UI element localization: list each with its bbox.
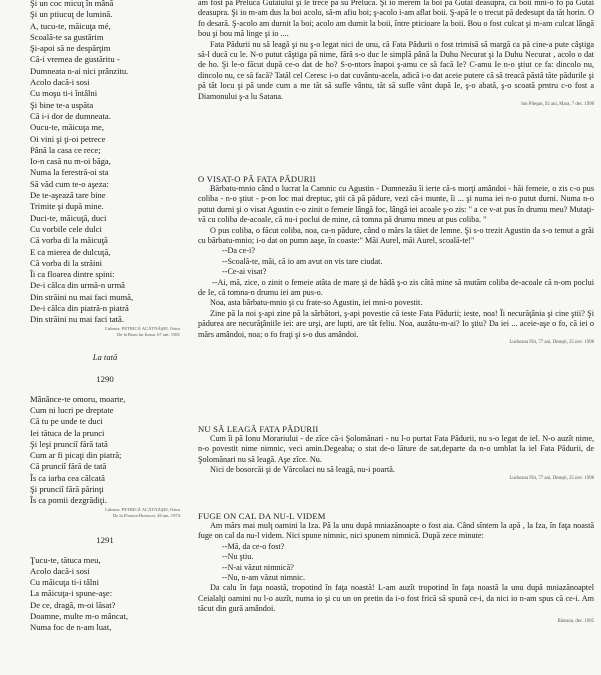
paragraph: Nici de bosorcăi şi de Vărcolaci nu să leagă, nu-i poartă. bbox=[210, 465, 395, 475]
poem-line: Până la casa ce rece; bbox=[30, 144, 101, 155]
poem-line: Cu moşu ti-i întâlni bbox=[30, 88, 98, 99]
poem-line: Oucu-te, măicuţa me, bbox=[30, 122, 104, 133]
poem-line: Numa foc de n-am luat, bbox=[30, 622, 112, 633]
story-fata-padurii-continued bbox=[198, 0, 594, 107]
poem-line: Cum ar fi picaţi din piatră; bbox=[30, 450, 122, 461]
poem-line: Mânânce-te omoru, moarte, bbox=[30, 393, 126, 404]
poem-line: Şi bine te-a uspăta bbox=[30, 99, 94, 110]
poem-line: Duci-te, măicuţă, duci bbox=[30, 212, 107, 223]
poem-line: Că-i vremea de gustăritu - bbox=[30, 54, 120, 65]
poem-line: De ce, dragă, m-oi lăsat? bbox=[30, 599, 116, 610]
poem-line: Că vorba di la măicuţă bbox=[30, 235, 108, 246]
poem-line: De te-aşează tare bine bbox=[30, 190, 106, 201]
poem-line: La măicuţa-i spune-aşe: bbox=[30, 588, 113, 599]
paragraph: Da calu în faţa noastă, tropotind în faţa noastă! L-am auzît tropotind în faţa noastă la unu după mniazănoaptel Ceialalţi oamini nu l-o auzît, numa io şi cu un on pretin da i-o fost frică să spună ce-i, da nici io n-am spus că ce-i. Am tăcut din gură amândoi. bbox=[198, 583, 594, 614]
paragraph: Zine pă la noi ş-api zine pă la sărbători, ş-api povestie că ieste Fata Pădurii; ieste, noa! Îi necurăţânia şi cine ştii? Şi pădurea are necurăţâniile iei: are urşi, are lupti, are tăt feliu. Noa, auzâtu-m-ai? Io ştiu? Da iei ... aceie-aşe o fo, că iei o mărs amândoi, noa; o fo fraţi şi s-o dus amândoi. bbox=[198, 308, 594, 339]
poem-line: Îs ca pomii dezgrădiţi. bbox=[30, 495, 107, 506]
poem-line: A, tucu-te, măicuţa mé, bbox=[30, 20, 111, 31]
poem-line: Doamne, multe m-o mâncat, bbox=[30, 611, 129, 622]
poem-line: De-i călca din piatră-n piatră bbox=[30, 303, 129, 314]
paragraph: am fost pă Preluca Gutăiului şi le trece pă su Preluca. Şi io merem la boi pă Gutăi deasupra, că boii mni-o fo pă Gutăi deasupra. Şi io m-am dus la boi acolo, să-m afiu boi; ş-acolo i-am aflat boii. Ş-apă le o trecut pă dedesupt da tăt horin. O fo desară. Ş-acolo am durnit la boi; acolo am durnit la boii, între pticioare la boii. Bou o fost culcat şi m-am culcat lângă bou şi bou mă linge şi io .... bbox=[198, 0, 594, 39]
poem-credit-collector: Culeasa: PETRICĂ ACĂTNĂŞEI, Ostra bbox=[104, 506, 180, 512]
dialog-line: --N-ai văzut nimnică? bbox=[222, 562, 294, 572]
left-column bbox=[30, 0, 180, 634]
dialog-line: --Ce-ai visat? bbox=[222, 267, 267, 277]
poem-farewell-father bbox=[30, 555, 180, 634]
poem-line: Scoală-te sa gustărim bbox=[30, 31, 104, 42]
poem-lament-mother bbox=[30, 0, 180, 326]
paragraph: Am mărs mai mulţ oamini la Iza. Pă la unu după mniazănoapte o fost aia. Când sîntem la apă , la Iza, în faţa noastă fuge on cal da nu-l videm. Nici spune nimnic, nici spunem nimnică. După zece minute: bbox=[198, 521, 594, 541]
dialog-line: --Nu ştiu. bbox=[222, 552, 254, 562]
poem-line: Cu măicuţa ti-i tâlni bbox=[30, 577, 99, 588]
story-source: Lucheana Flit, 77 ani, Deseşti, 25 nov. 1998 bbox=[509, 475, 594, 481]
story-source: Ion Pileşan, 92 ani, Mara, 7 dec. 1998 bbox=[521, 102, 594, 108]
poem-line: Iei tătuca de la prunci bbox=[30, 427, 105, 438]
poem-credit-informant: De la Rusu lui Ioana, 67 ani, 1981 bbox=[117, 331, 180, 337]
paragraph: Noa, asta bărbatu-mnio şi cu frate-so Agustin, iei mni-o povestit. bbox=[210, 298, 423, 308]
story-source: Bărsana, dec. 1985 bbox=[557, 618, 594, 624]
poem-line: Ţucu-te, tătuca meu, bbox=[30, 554, 101, 565]
paragraph: Cum îi pă Ionu Morariului - de zîce că-i Şolomănari - nu l-o purtat Fata Pădurii, nu s-o legat de iel. N-o auzît nime, n-o povestit nime nimnic, veci amin.Degeaba; o stat de-o lăture de sat,departe da n-o umblat la iel Fata Pădurii, de Şolomănari nu să leagă. Aşe zîce. Nu. bbox=[198, 434, 594, 464]
paragraph: Bărbatu-mnio când o lucrat la Camnic cu Agustin - Dumnezău îi ierte că-s morţi amândoi - hăi femeie, o zis c-o pus coliba - n-o ştiut - p-on loc mai dreptuc, ştii că pă pădure, vezi că-i munte, îi ... şi numa iei n-o putut durni. Numa n-o putut durni şi o visat Agustin c-o zinit o femeie lângă foc, lângă iei acoale ş-o zis: " a ce v-at pus în drumu meu? Mutaţi-vă cu coliba de-acoale, că nu-i poclui de mine, că tomna pă drumu mneu at pus coliba. " bbox=[198, 184, 594, 225]
dialog-line: --Nu, n-am văzut nimnic. bbox=[222, 573, 305, 583]
poem-line: De-i călca din urmă-n urmă bbox=[30, 280, 125, 291]
poem-credit-informant: De la Floarea Horincai, 46 ani, 1974 bbox=[112, 512, 180, 518]
poem-line: Acolo dacă-i sosi bbox=[30, 565, 90, 576]
poem-line: Oi vini şi ţi-oi petrece bbox=[30, 133, 106, 144]
paragraph: Fata Pădurii nu să leagă şi nu ş-o legat nici de unu, că Fata Pădurii o fost trimisă să margă ca pă cine-a pute câştiga să-l ducă cu le. N-o putut câştiga pă nime, fără s-o duc le simplă până la Duhu Necurat şi la Duhu Necurat , acolo o dat de ho. Şi le-o făcut după ce-o dat de ho? S-o-ntors înapoi ş-amu ce să facă Ie? C-amu Ie n-o ştiut ce fa: dincolo nu, dincolo nu, ce să facă? Tatăl cel Ceresc i-o dat cuvântu-acela, adică i-o dat aceie putere că să treacă păstă tăte pădurile şi pă tăt locu şi pă unde cum a me tăt să sufle vântu, tăt să sufle vânt după Ie, ş-o abată, ş-o scoată prntru c-o fost a Diamonului ş-a lu Satana. bbox=[198, 39, 594, 101]
poem-title: La tată bbox=[92, 351, 118, 362]
section-title: NU SĂ LEAGĂ FATA PĂDURII bbox=[198, 424, 319, 434]
dialog-line: --Ai, mă, zice, o zinit o femeie atâta de mare şi de hădă ş-o zis câtă mine să mutăm coliba de-acoale că n-om poclui de Ie, că tomna-n drumu iei am pus-o. bbox=[198, 277, 594, 298]
poem-line: Îi ca floarea dintre spini: bbox=[30, 269, 115, 280]
section-title: FUGE ON CAL DA NU-L VIDEM bbox=[198, 511, 326, 521]
poem-line: Din străini nu mai faci mumă, bbox=[30, 291, 134, 302]
story-fuge-on-cal bbox=[198, 511, 594, 624]
poem-line: Acolo dacă-i sosi bbox=[30, 77, 90, 88]
poem-number: 1290 bbox=[96, 373, 114, 384]
poem-line: Trimite şi după mine. bbox=[30, 201, 104, 212]
poem-line: Că vorba di la străini bbox=[30, 257, 103, 268]
poem-line: Cum ni lucri pe dreptate bbox=[30, 404, 114, 415]
dialog-line: --Mă, da ce-o fost? bbox=[222, 541, 285, 551]
poem-line: Din străini nu mai faci tată. bbox=[30, 314, 125, 325]
poem-line: Şi un ptiucuţ de lumină. bbox=[30, 9, 113, 20]
poem-line: Şi prunciî fără părinţi bbox=[30, 483, 104, 494]
story-nu-sa-leaga bbox=[198, 424, 594, 481]
poem-number: 1291 bbox=[96, 534, 114, 545]
poem-line: Îs ca iarba cea călcată bbox=[30, 472, 105, 483]
dialog-line: --Da ce-i? bbox=[222, 246, 255, 256]
poem-lament-father bbox=[30, 394, 180, 507]
story-visat bbox=[198, 174, 594, 345]
poem-line: Să văd cum te-o aşeza: bbox=[30, 178, 109, 189]
poem-line: Că prunciî fără de tată bbox=[30, 461, 107, 472]
story-source: Lucheana Flit, 77 ani, Deseşti, 25 nov. 1998 bbox=[509, 340, 594, 346]
poem-line: Şi un coc micuţ în mână bbox=[30, 0, 114, 8]
poem-line: Că tu pe unde te duci bbox=[30, 416, 103, 427]
paragraph: O pus coliba, o făcut coliba, noa, ca-n pădure, când o mărs la tăiet de lemne. Şi s-o trezit Agustin da s-o temut a grăi cu bărbatu-mnio; i-o dat on pumn aaşe, în coaste:" Măi Aurel, măi Aurel, scoală-te!" bbox=[198, 225, 594, 246]
poem-line: Numa la ferestră-oi sta bbox=[30, 167, 109, 178]
poem-line: Io-n casă nu m-oi băga, bbox=[30, 156, 111, 167]
poem-line: Că i-i dor de dumneata. bbox=[30, 110, 111, 121]
poem-line: Şi leşi prunciî fără tată bbox=[30, 438, 108, 449]
poem-line: E ca mierea de dulcuţă, bbox=[30, 246, 111, 257]
poem-line: Dumneata n-ai nici prânzitu. bbox=[30, 65, 129, 76]
section-title: O VISAT-O PĂ FATA PĂDURII bbox=[198, 174, 316, 184]
poem-line: Cu vorbile cele dulci bbox=[30, 223, 102, 234]
poem-line: Şi-apoi să ne despărţim bbox=[30, 43, 111, 54]
poem-credit-collector: Culeasa: PETRICĂ ACĂTNĂŞEI, Ostra bbox=[104, 325, 180, 331]
dialog-line: --Scoală-te, măi, că io am avut on vis tare ciudat. bbox=[222, 256, 383, 266]
